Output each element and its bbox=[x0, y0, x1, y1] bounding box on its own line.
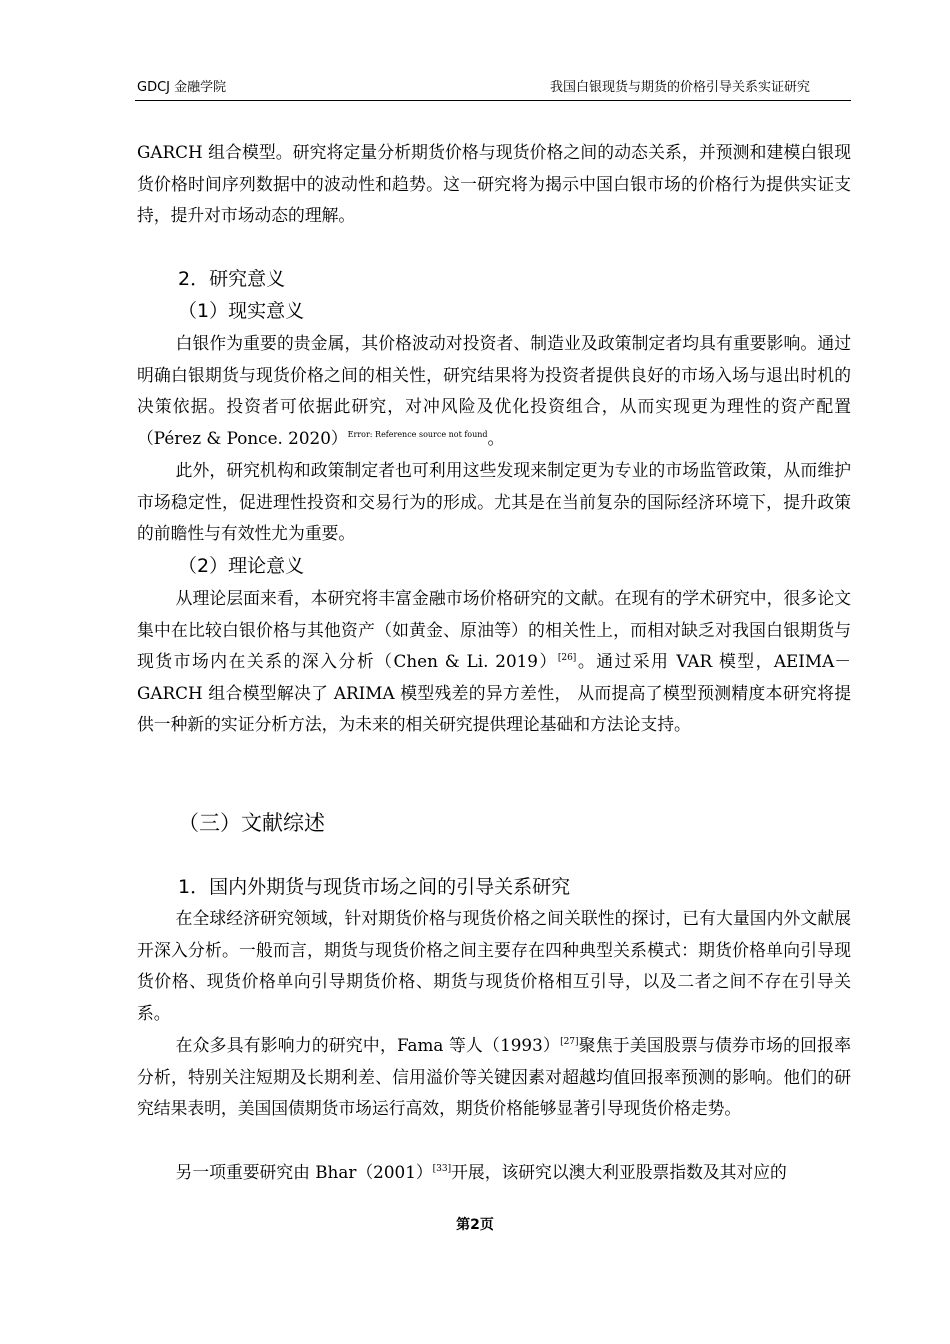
citation-26: [26] bbox=[557, 653, 577, 663]
paragraph-practical-1 bbox=[137, 328, 851, 454]
paragraph-review-fama bbox=[137, 1030, 851, 1125]
paragraph-review-bhar bbox=[137, 1157, 851, 1189]
paragraph-intro-continued: GARCH 组合模型。研究将定量分析期货价格与现货价格之间的动态关系，并预测和建模白银现货价格时间序列数据中的波动性和趋势。这一研究将为揭示中国白银市场的价格行为提供实证支持，提升对市场动态的理解。 bbox=[137, 142, 851, 225]
citation-27: [27] bbox=[560, 1037, 579, 1047]
citation-error-note: Error: Reference source not found bbox=[347, 429, 488, 439]
paragraph-theoretical-text-a: 从理论层面来看，本研究将丰富金融市场价格研究的文献。在现有的学术研究中，很多论文集中在比较白银价格与其他资产（如黄金、原油等）的相关性上，而相对缺乏对我国白银期货与现货市场内在关系的深入分析（Chen & Li. 2019） bbox=[137, 588, 851, 671]
heading-practical-significance: （1）现实意义 bbox=[178, 300, 305, 322]
paragraph-review-fama-text-b: 聚焦于美国股票与债券市场的回报率分析，特别关注短期及长期利差、信用溢价等关键因素对超越均值回报率预测的影响。他们的研究结果表明，美国国债期货市场运行高效，期货价格能够显著引导现货价格走势。 bbox=[137, 1035, 851, 1118]
heading-domestic-foreign-research: 1．国内外期货与现货市场之间的引导关系研究 bbox=[178, 876, 571, 898]
citation-33: [33] bbox=[432, 1164, 452, 1174]
header-rule bbox=[135, 100, 851, 101]
paragraph-practical-2: 此外，研究机构和政策制定者也可利用这些发现来制定更为专业的市场监管政策，从而维护市场稳定性，促进理性投资和交易行为的形成。尤其是在当前复杂的国际经济环境下，提升政策的前瞻性与有效性尤为重要。 bbox=[137, 460, 851, 543]
paragraph-theoretical bbox=[137, 583, 851, 741]
paragraph-review-1: 在全球经济研究领域，针对期货价格与现货价格之间关联性的探讨，已有大量国内外文献展开深入分析。一般而言，期货与现货价格之间主要存在四种典型关系模式：期货价格单向引导现货价格、现货价格单向引导期货价格、期货与现货价格相互引导，以及二者之间不存在引导关系。 bbox=[137, 908, 851, 1023]
running-header-left: GDCJ 金融学院 bbox=[137, 80, 227, 95]
paragraph-practical-1-end: 。 bbox=[487, 427, 505, 448]
paragraph-practical-1-text: 白银作为重要的贵金属，其价格波动对投资者、制造业及政策制定者均具有重要影响。通过明确白银期货与现货价格之间的相关性，研究结果将为投资者提供良好的市场入场与退出时机的决策依据。投资者可依据此研究，对冲风险及优化投资组合，从而实现更为理性的资产配置（Pérez & Ponce. 2020） bbox=[137, 333, 851, 448]
paragraph-review-bhar-text-a: 另一项重要研究由 Bhar（2001） bbox=[175, 1162, 433, 1182]
paragraph-review-bhar-text-b: 开展，该研究以澳大利亚股票指数及其对应的 bbox=[451, 1162, 787, 1182]
heading-theoretical-significance: （2）理论意义 bbox=[178, 555, 305, 577]
heading-research-significance: 2．研究意义 bbox=[178, 268, 286, 290]
paragraph-theoretical-text-b: 。通过采用 VAR 模型，AEIMA－GARCH 组合模型解决了 ARIMA 模型残差的异方差性， 从而提高了模型预测精度本研究将提供一种新的实证分析方法，为未来的相关研究提供理论基础和方法论支持。 bbox=[137, 651, 851, 734]
paragraph-review-fama-text-a: 在众多具有影响力的研究中，Fama 等人（1993） bbox=[175, 1035, 561, 1055]
page-number: 第2页 bbox=[456, 1217, 494, 1233]
heading-literature-review: （三）文献综述 bbox=[178, 811, 325, 835]
running-header-right: 我国白银现货与期货的价格引导关系实证研究 bbox=[549, 80, 810, 95]
